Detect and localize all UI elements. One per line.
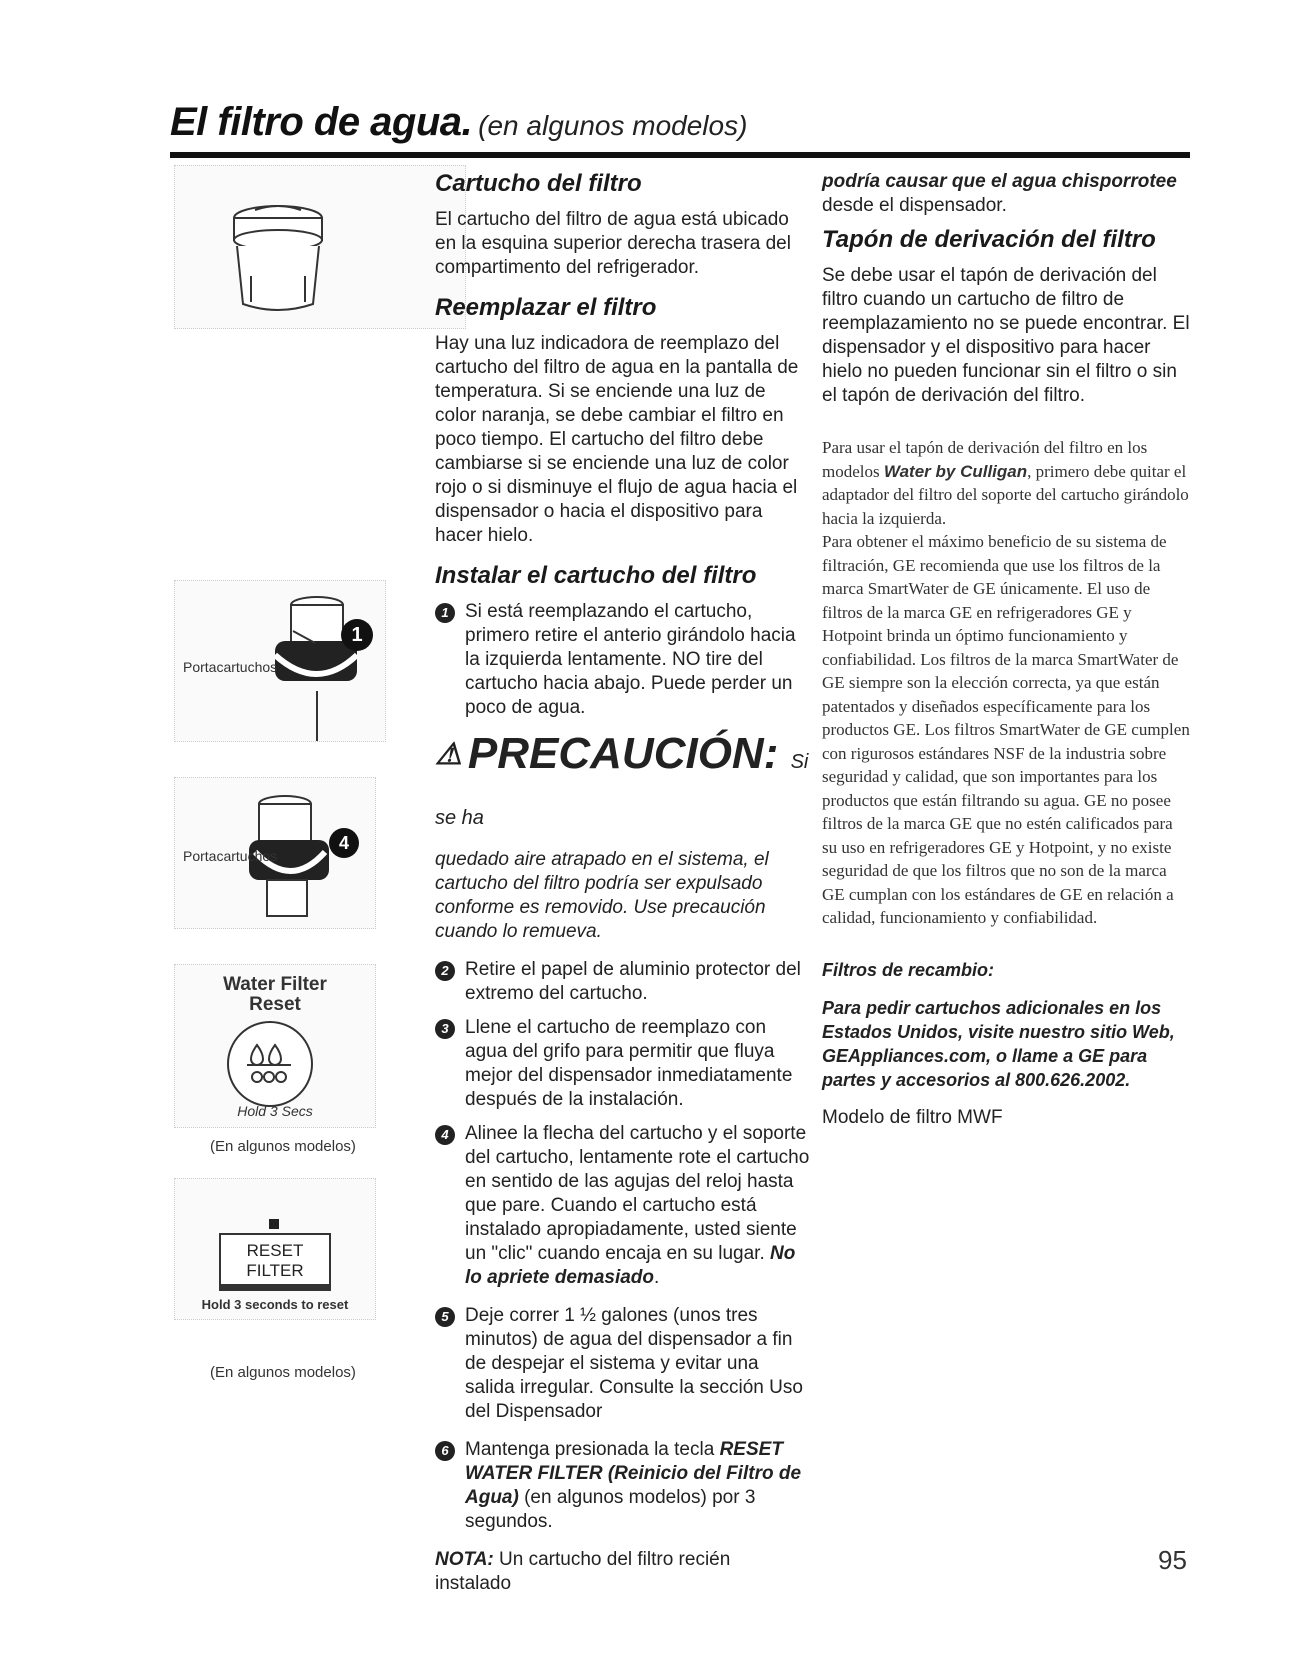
para-pedir: Para pedir cartuchos adicionales en los Estados Unidos, visite nuestro sitio Web, GEAppliances.com, o llame a GE para partes y accesorios al 800.626.2002. bbox=[822, 997, 1175, 1090]
heading-tapon: Tapón de derivación del filtro bbox=[822, 226, 1156, 253]
page-number: 95 bbox=[1158, 1545, 1187, 1575]
para-reemplazar: Hay una luz indicadora de reemplazo del cartucho del filtro de agua en la pantalla de temperatura. Si se enciende una luz de color naranja, se debe cambiar el filtro en poco tiempo. El cartucho del filtro debe cambiarse si se enciende una luz de color rojo o si disminuye el flujo de agua hacia el dispensador o hacia el dispositivo para hacer hielo. bbox=[435, 333, 799, 546]
caution-text: quedado aire atrapado en el sistema, el cartucho del filtro podría ser expulsado conforme es removido. Use precaución cuando lo remueva. bbox=[435, 849, 769, 942]
para-cartucho: El cartucho del filtro de agua está ubicado en la esquina superior derecha trasera del compartimento del refrigerador. bbox=[435, 209, 791, 278]
heading-cartucho: Cartucho del filtro bbox=[435, 170, 642, 197]
caution-heading: ⚠ PRECAUCIÓN: Si se ha bbox=[435, 729, 809, 829]
filter-cartridge-icon bbox=[175, 166, 465, 328]
middle-column bbox=[435, 170, 810, 1610]
step-4: 4 Alinee la flecha del cartucho y el soporte del cartucho, lentamente rote el cartucho en sentido de las agujas del reloj hasta que pare. Cuando el cartucho está instalado apropiadamente, usted siente un "clic" cuando encaja en su lugar. No lo apriete demasiado. bbox=[435, 1122, 810, 1290]
page-subtitle: (en algunos modelos) bbox=[478, 110, 748, 141]
para-culligan: Para usar el tapón de derivación del filtro en los modelos Water by Culligan, primero debe quitar el adaptador del filtro del soporte del cartucho girándolo hacia la izquierda. bbox=[822, 438, 1189, 528]
reset-panel-title: Water Filter Reset bbox=[223, 974, 327, 1015]
hold-3-seconds-label: Hold 3 seconds to reset bbox=[201, 1297, 349, 1312]
warning-triangle-icon: ⚠ bbox=[435, 738, 462, 771]
step-1: 1 Si está reemplazando el cartucho, primero retire el anterio girándolo hacia la izquierda lentamente. NO tire del cartucho hacia abajo. Puede perder un poco de agua. bbox=[435, 600, 810, 720]
reset-filter-panel bbox=[174, 1178, 376, 1320]
nota: NOTA: Un cartucho del filtro recién instalado bbox=[435, 1549, 731, 1594]
water-drop-reset-icon[interactable] bbox=[227, 1021, 313, 1107]
header-rule bbox=[170, 152, 1190, 158]
heading-instalar: Instalar el cartucho del filtro bbox=[435, 562, 757, 589]
para-tapon: Se debe usar el tapón de derivación del filtro cuando un cartucho de filtro de reemplazamiento no se puede encontrar. El dispensador y el dispositivo para hacer hielo no pueden funcionar sin el filtro o sin el tapón de derivación del filtro. bbox=[822, 265, 1190, 406]
right-column bbox=[822, 170, 1192, 1144]
hold-3-secs-label: Hold 3 Secs bbox=[237, 1103, 313, 1119]
remove-cartridge-illustration bbox=[174, 580, 386, 742]
indicator-square-icon bbox=[269, 1219, 279, 1229]
model-note-2: (En algunos modelos) bbox=[210, 1364, 356, 1381]
step-number-1: 1 bbox=[435, 603, 455, 623]
reset-filter-button[interactable]: RESET FILTER bbox=[219, 1233, 331, 1291]
step-badge-4: 4 bbox=[329, 828, 359, 858]
heading-recambio: Filtros de recambio: bbox=[822, 959, 995, 980]
step-2: 2 Retire el papel de aluminio protector del extremo del cartucho. bbox=[435, 958, 810, 1006]
cartridge-holder-label-2: Portacartuchos bbox=[183, 848, 278, 864]
step-badge-1: 1 bbox=[341, 619, 373, 651]
model-note-1: (En algunos modelos) bbox=[210, 1138, 356, 1155]
step-3: 3 Llene el cartucho de reemplazo con agua del grifo para permitir que fluya mejor del dispensador inmediatamente después de la instalación. bbox=[435, 1016, 810, 1112]
filter-cartridge-illustration bbox=[174, 165, 466, 329]
para-smartwater: Para obtener el máximo beneficio de su sistema de filtración, GE recomienda que use los filtros de la marca SmartWater de GE únicamente. El uso de filtros de la marca GE en refrigeradores GE y Hotpoint brinda un óptimo funcionamiento y confiabilidad. Los filtros de la marca SmartWater de GE siempre son la elección correcta, ya que están patentados y diseñados específicamente para los productos GE. Los filtros SmartWater de GE cumplen con rigurosos estándares NSF de la industria sobre seguridad y calidad, que son importantes para los productos que están filtrando su agua. GE no posee filtros de la marca GE que no estén calificados para su uso en refrigeradores GE y Hotpoint, y no existe seguridad de que los filtros que no son de la marca GE cumplan con los estándares de GE en relación a calidad, funcionamiento y confiabilidad. bbox=[822, 532, 1190, 927]
page-header bbox=[170, 100, 1190, 145]
page-title: El filtro de agua. bbox=[170, 100, 473, 144]
cartridge-holder-label: Portacartuchos bbox=[183, 659, 278, 675]
continued-note: podría causar que el agua chisporrotee desde el dispensador. bbox=[822, 171, 1177, 216]
modelo-filtro: Modelo de filtro MWF bbox=[822, 1106, 1003, 1128]
step-6: 6 Mantenga presionada la tecla RESET WATER FILTER (Reinicio del Filtro de Agua) (en algunos modelos) por 3 segundos. bbox=[435, 1438, 810, 1534]
step-5: 5 Deje correr 1 ½ galones (unos tres minutos) de agua del dispensador a fin de despejar el sistema y evitar una salida irregular. Consulte la sección Uso del Dispensador bbox=[435, 1304, 810, 1424]
heading-reemplazar: Reemplazar el filtro bbox=[435, 294, 657, 321]
water-filter-reset-panel bbox=[174, 964, 376, 1128]
install-cartridge-illustration bbox=[174, 777, 376, 929]
